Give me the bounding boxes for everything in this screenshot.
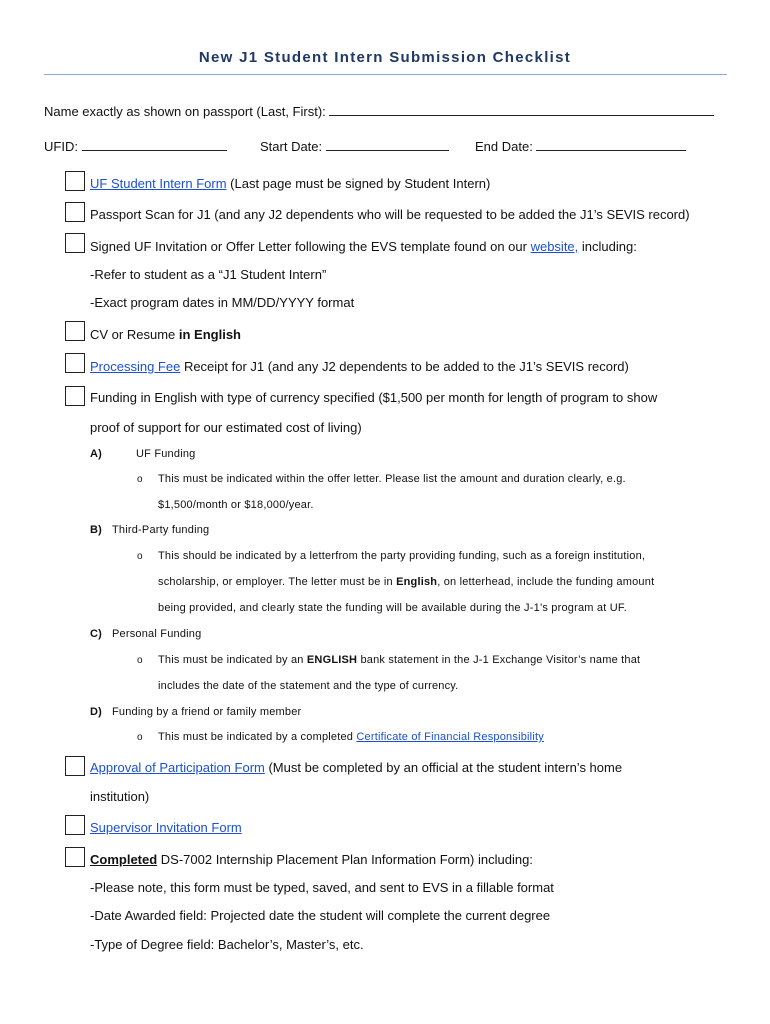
checkbox-invitation[interactable] [65, 233, 85, 253]
ufid-field-row [44, 138, 227, 154]
funding-c-title: Personal Funding [112, 628, 202, 640]
intern-form-link[interactable]: UF Student Intern Form [90, 176, 227, 191]
ds7002-sub-1: -Please note, this form must be typed, saved, and sent to EVS in a fillable format [90, 880, 554, 895]
ds7002-sub-2: -Date Awarded field: Projected date the student will complete the current degree [90, 908, 551, 923]
funding-a-bullet-2: $1,500/month or $18,000/year. [158, 499, 314, 511]
checkbox-funding[interactable] [65, 386, 85, 406]
funding-a-title: UF Funding [136, 448, 196, 460]
fee-text: Receipt for J1 (and any J2 dependents to be added to the J1’s SEVIS record) [180, 359, 629, 374]
item-approval [90, 760, 622, 775]
funding-d-label: D) [90, 706, 103, 718]
ufid-label: UFID: [44, 139, 78, 154]
checkbox-fee[interactable] [65, 353, 85, 373]
funding-line-2: proof of support for our estimated cost of living) [90, 420, 362, 435]
funding-c-label: C) [90, 628, 103, 640]
bullet-icon: o [137, 551, 143, 562]
funding-b-title: Third-Party funding [112, 524, 210, 536]
funding-b-bullet-2 [158, 576, 654, 588]
processing-fee-link[interactable]: Processing Fee [90, 359, 181, 374]
item-supervisor [90, 820, 242, 835]
name-blank[interactable] [329, 103, 714, 116]
funding-c-bullet-1b: bank statement in the J-1 Exchange Visitor’s name that [357, 654, 641, 666]
item-fee [90, 359, 629, 374]
ufid-blank[interactable] [82, 138, 227, 151]
end-date-label: End Date: [475, 139, 533, 154]
funding-b-bullet-3: being provided, and clearly state the funding will be available during the J-1’s program at UF. [158, 602, 627, 614]
funding-b-english: English [396, 576, 438, 588]
item-intern-form [90, 176, 490, 191]
title-rule [44, 74, 727, 75]
item-ds7002 [90, 852, 533, 867]
invitation-sub-1: -Refer to student as a “J1 Student Intern” [90, 267, 327, 282]
website-link[interactable]: website, [530, 239, 579, 254]
end-date-blank[interactable] [536, 138, 686, 151]
funding-b-bullet-1: This should be indicated by a letterfrom the party providing funding, such as a foreign institution, [158, 550, 646, 562]
item-invitation [90, 239, 637, 254]
page-title: New J1 Student Intern Submission Checklist [198, 49, 572, 66]
invitation-sub-2: -Exact program dates in MM/DD/YYYY format [90, 295, 355, 310]
invitation-text-after: including: [578, 239, 637, 254]
start-date-blank[interactable] [326, 138, 449, 151]
funding-line-1: Funding in English with type of currency specified ($1,500 per month for length of program to show [90, 390, 658, 405]
funding-b-label: B) [90, 524, 103, 536]
intern-form-text: (Last page must be signed by Student Intern) [226, 176, 491, 191]
checkbox-intern-form[interactable] [65, 171, 85, 191]
start-date-row [260, 138, 449, 154]
checkbox-supervisor[interactable] [65, 815, 85, 835]
checkbox-passport[interactable] [65, 202, 85, 222]
invitation-text: Signed UF Invitation or Offer Letter following the EVS template found on our [90, 239, 531, 254]
funding-c-bullet-1a: This must be indicated by an [158, 654, 307, 666]
funding-c-bullet-1 [158, 654, 640, 666]
approval-line-2: institution) [90, 789, 150, 804]
ds7002-text: DS-7002 Internship Placement Plan Information Form) including: [157, 852, 533, 867]
ds7002-bold: Completed [90, 852, 158, 867]
funding-c-english: ENGLISH [306, 654, 358, 666]
funding-b-bullet-2b: , on letterhead, include the funding amount [437, 576, 655, 588]
start-date-label: Start Date: [260, 139, 323, 154]
cv-text: CV or Resume [90, 327, 179, 342]
checkbox-approval[interactable] [65, 756, 85, 776]
approval-form-link[interactable]: Approval of Participation Form [90, 760, 265, 775]
name-field-row [44, 103, 714, 119]
financial-responsibility-link[interactable]: Certificate of Financial Responsibility [356, 731, 544, 743]
funding-d-bullet-1 [158, 731, 544, 743]
funding-d-text: This must be indicated by a completed [158, 731, 357, 743]
funding-c-bullet-2: includes the date of the statement and the type of currency. [158, 680, 459, 692]
funding-d-title: Funding by a friend or family member [112, 706, 302, 718]
cv-bold: in English [178, 327, 241, 342]
item-passport: Passport Scan for J1 (and any J2 dependents who will be requested to be added the J1’s SEVIS record) [90, 207, 690, 222]
funding-b-bullet-2a: scholarship, or employer. The letter must be in [158, 576, 397, 588]
approval-text: (Must be completed by an official at the student intern’s home [264, 760, 623, 775]
bullet-icon: o [137, 474, 143, 485]
bullet-icon: o [137, 732, 143, 743]
end-date-row [475, 138, 686, 154]
name-label: Name exactly as shown on passport (Last, First): [44, 104, 326, 119]
supervisor-form-link[interactable]: Supervisor Invitation Form [90, 820, 242, 835]
funding-a-bullet-1: This must be indicated within the offer letter. Please list the amount and duration clearly, e.g. [158, 473, 626, 485]
bullet-icon: o [137, 655, 143, 666]
checkbox-cv[interactable] [65, 321, 85, 341]
item-cv [90, 327, 241, 342]
funding-a-label: A) [90, 448, 103, 460]
ds7002-sub-3: -Type of Degree field: Bachelor’s, Master’s, etc. [90, 937, 364, 952]
checkbox-ds7002[interactable] [65, 847, 85, 867]
